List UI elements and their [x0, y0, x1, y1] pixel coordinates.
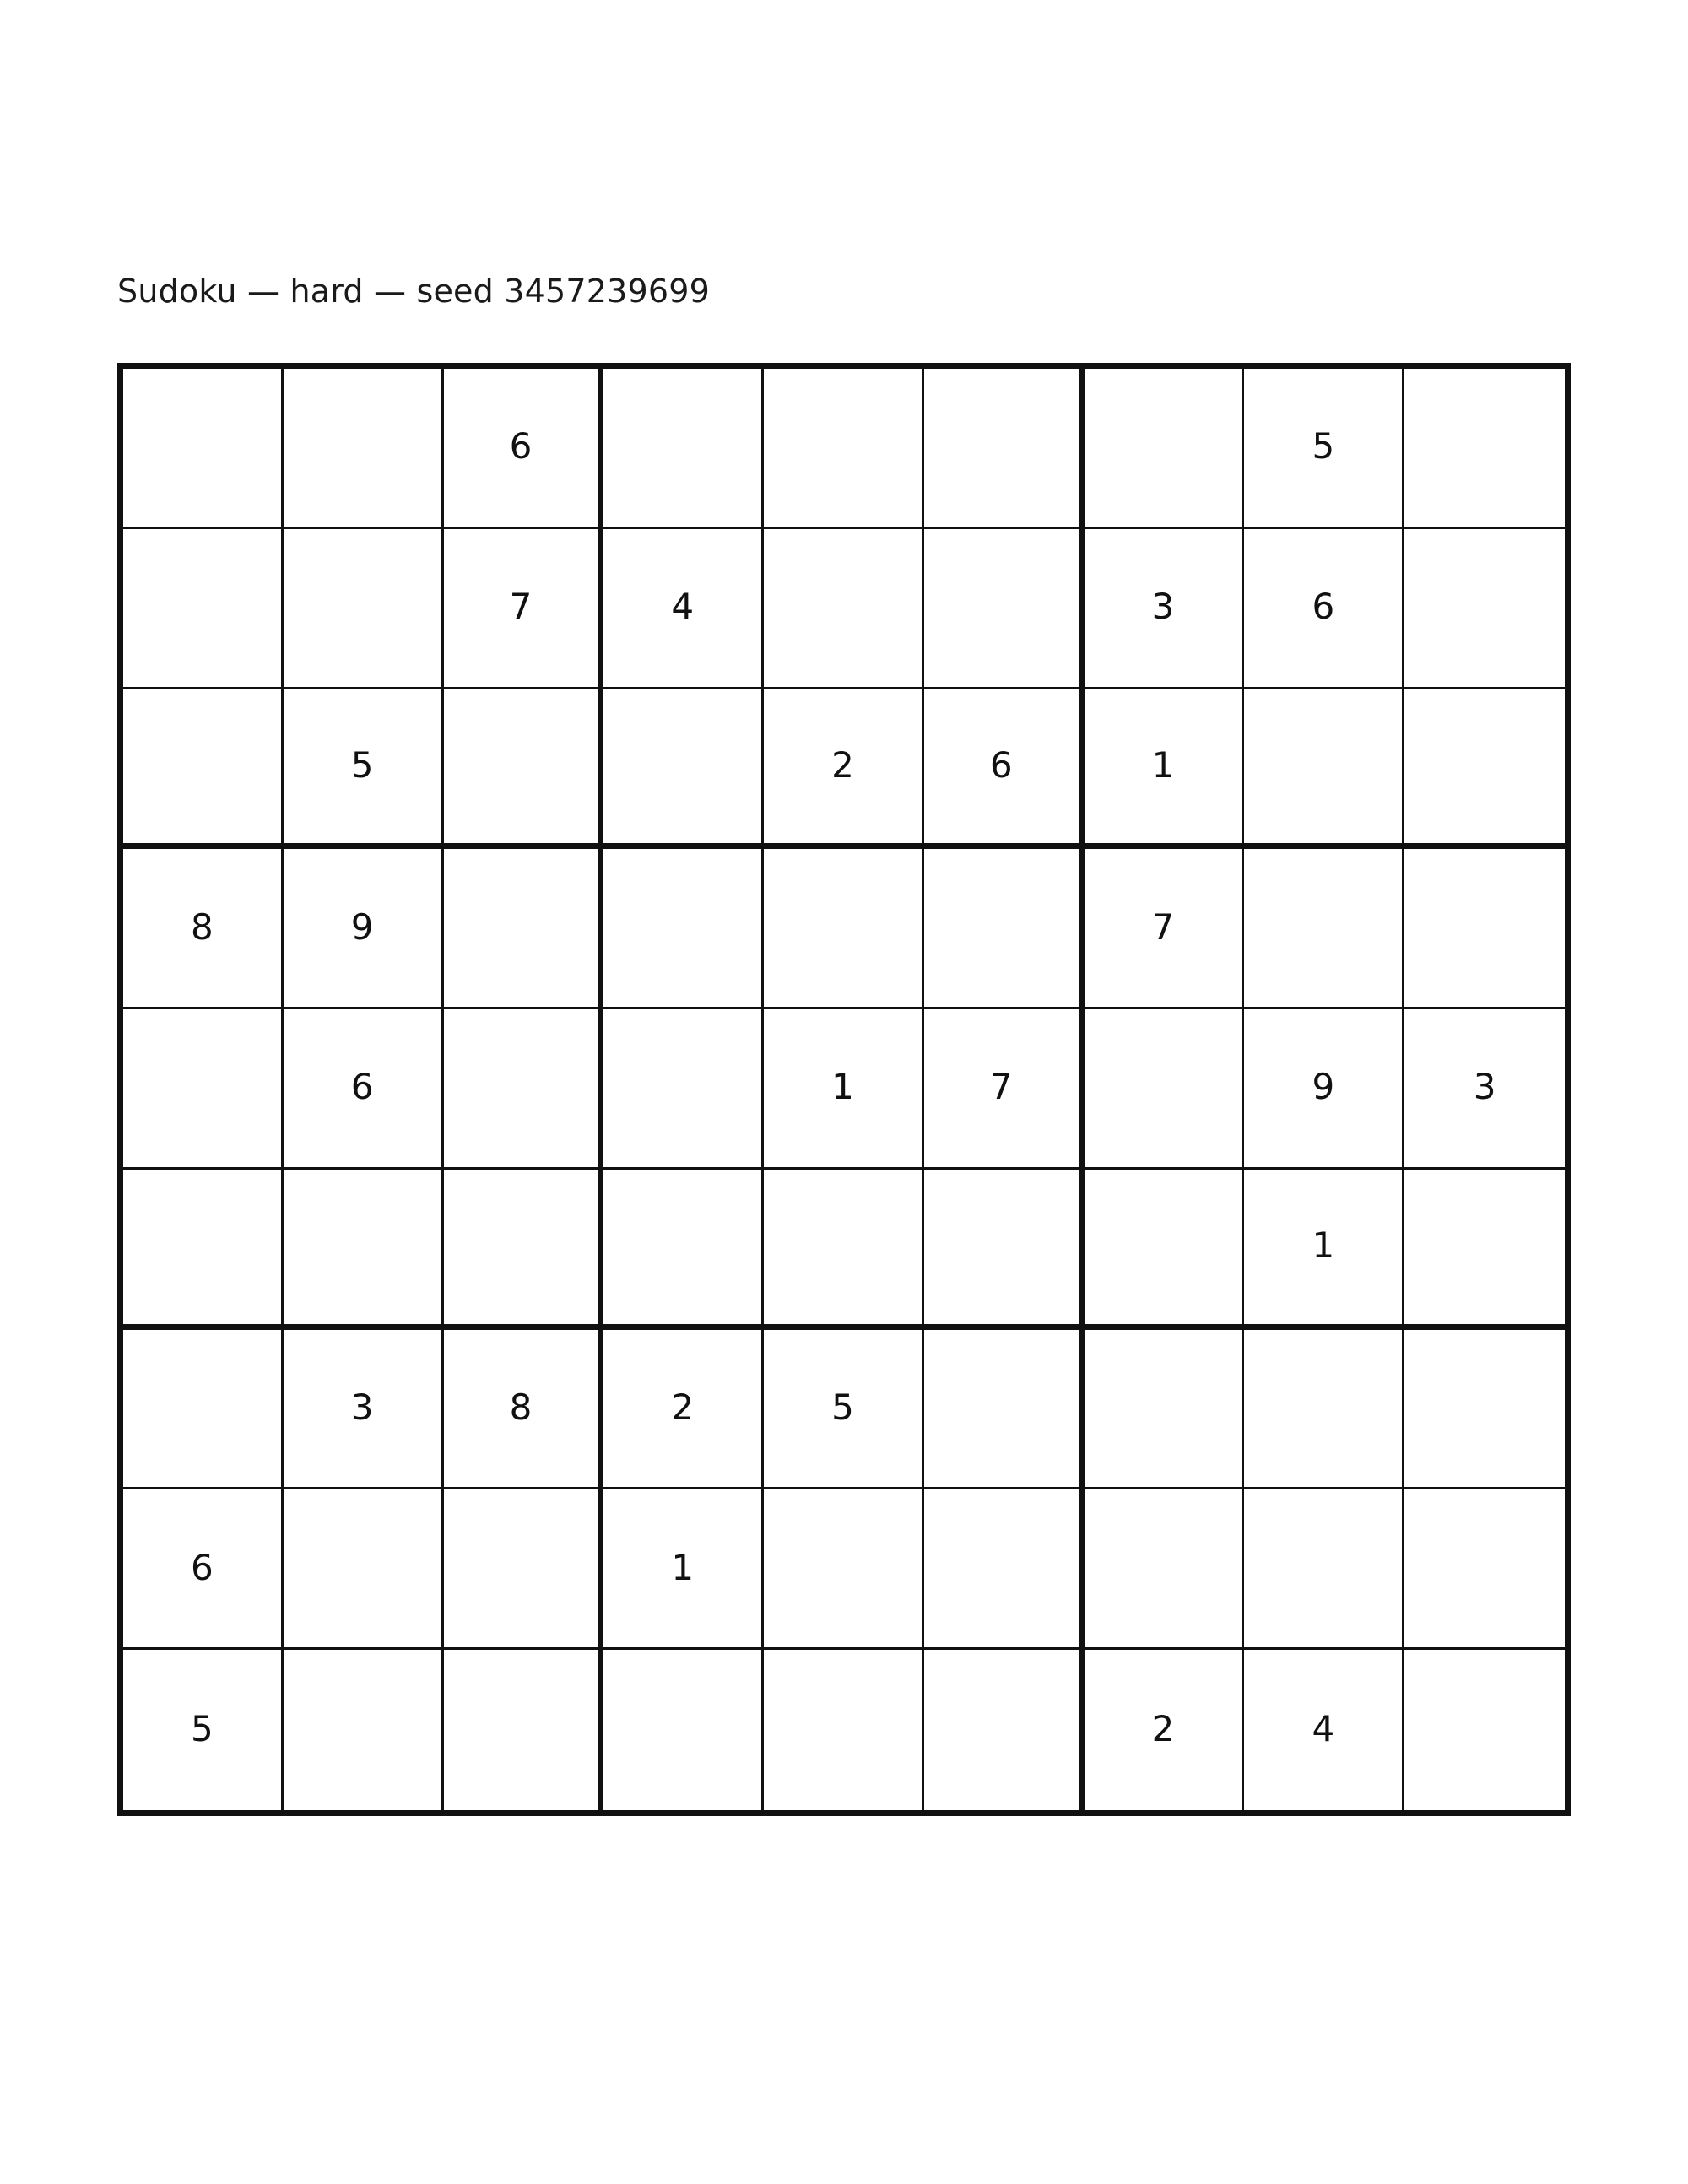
sudoku-cell-r2c1[interactable] — [123, 529, 284, 689]
sudoku-cell-value: 7 — [989, 1066, 1013, 1108]
sudoku-cell-r9c9[interactable] — [1404, 1650, 1565, 1810]
sudoku-cell-value: 4 — [671, 586, 695, 628]
sudoku-cell-r4c8[interactable] — [1244, 849, 1404, 1009]
sudoku-cell-r7c1[interactable] — [123, 1330, 284, 1490]
sudoku-cell-r4c1[interactable] — [123, 849, 284, 1009]
sudoku-cell-r4c6[interactable] — [924, 849, 1085, 1009]
sudoku-cell-value: 5 — [191, 1708, 214, 1750]
sudoku-cell-value: 5 — [1312, 425, 1335, 468]
sudoku-cell-r6c7[interactable] — [1085, 1170, 1245, 1330]
sudoku-cell-r6c2[interactable] — [284, 1170, 444, 1330]
sudoku-grid — [123, 369, 1565, 1810]
sudoku-cell-r3c4[interactable] — [603, 689, 764, 850]
sudoku-cell-value: 6 — [191, 1546, 214, 1588]
sudoku-cell-r8c1[interactable] — [123, 1489, 284, 1650]
sudoku-cell-r2c9[interactable] — [1404, 529, 1565, 689]
sudoku-cell-r6c3[interactable] — [444, 1170, 604, 1330]
sudoku-cell-r1c4[interactable] — [603, 369, 764, 529]
sudoku-cell-r3c6[interactable] — [924, 689, 1085, 850]
sudoku-cell-r4c7[interactable] — [1085, 849, 1245, 1009]
sudoku-cell-value: 1 — [671, 1546, 695, 1588]
sudoku-cell-r4c3[interactable] — [444, 849, 604, 1009]
sudoku-cell-r2c4[interactable] — [603, 529, 764, 689]
sudoku-cell-r5c9[interactable] — [1404, 1009, 1565, 1170]
sudoku-cell-value: 5 — [350, 743, 374, 786]
sudoku-cell-r5c8[interactable] — [1244, 1009, 1404, 1170]
sudoku-cell-value: 9 — [350, 905, 374, 948]
sudoku-cell-r1c3[interactable] — [444, 369, 604, 529]
sudoku-cell-r7c3[interactable] — [444, 1330, 604, 1490]
sudoku-cell-r9c8[interactable] — [1244, 1650, 1404, 1810]
sudoku-cell-r4c2[interactable] — [284, 849, 444, 1009]
page-title: Sudoku — hard — seed 3457239699 — [117, 273, 710, 310]
sudoku-cell-value: 1 — [1312, 1224, 1335, 1267]
sudoku-cell-r3c5[interactable] — [764, 689, 924, 850]
sudoku-cell-r7c8[interactable] — [1244, 1330, 1404, 1490]
sudoku-cell-r6c5[interactable] — [764, 1170, 924, 1330]
sudoku-cell-value: 6 — [989, 743, 1013, 786]
sudoku-cell-r6c8[interactable] — [1244, 1170, 1404, 1330]
sudoku-cell-value: 7 — [1151, 905, 1175, 948]
sudoku-cell-r9c7[interactable] — [1085, 1650, 1245, 1810]
sudoku-cell-r4c5[interactable] — [764, 849, 924, 1009]
sudoku-cell-value: 7 — [509, 586, 533, 628]
sudoku-cell-r6c1[interactable] — [123, 1170, 284, 1330]
sudoku-cell-r3c3[interactable] — [444, 689, 604, 850]
sudoku-cell-r7c2[interactable] — [284, 1330, 444, 1490]
sudoku-cell-r4c9[interactable] — [1404, 849, 1565, 1009]
sudoku-cell-r7c5[interactable] — [764, 1330, 924, 1490]
sudoku-cell-r3c7[interactable] — [1085, 689, 1245, 850]
sudoku-cell-r9c2[interactable] — [284, 1650, 444, 1810]
sudoku-cell-value: 6 — [509, 425, 533, 468]
sudoku-cell-r2c5[interactable] — [764, 529, 924, 689]
sudoku-cell-r8c9[interactable] — [1404, 1489, 1565, 1650]
sudoku-cell-r8c7[interactable] — [1085, 1489, 1245, 1650]
sudoku-cell-r5c5[interactable] — [764, 1009, 924, 1170]
sudoku-cell-value: 9 — [1312, 1066, 1335, 1108]
sudoku-cell-r9c6[interactable] — [924, 1650, 1085, 1810]
sudoku-cell-value: 6 — [350, 1066, 374, 1108]
sudoku-cell-r4c4[interactable] — [603, 849, 764, 1009]
sudoku-cell-r7c7[interactable] — [1085, 1330, 1245, 1490]
sudoku-cell-value: 2 — [831, 743, 854, 786]
sudoku-cell-value: 1 — [831, 1066, 854, 1108]
sudoku-cell-r2c8[interactable] — [1244, 529, 1404, 689]
sudoku-cell-r1c7[interactable] — [1085, 369, 1245, 529]
sudoku-cell-r1c5[interactable] — [764, 369, 924, 529]
sudoku-cell-r5c7[interactable] — [1085, 1009, 1245, 1170]
sudoku-cell-r5c1[interactable] — [123, 1009, 284, 1170]
sudoku-cell-r8c5[interactable] — [764, 1489, 924, 1650]
sudoku-cell-r8c6[interactable] — [924, 1489, 1085, 1650]
sudoku-cell-r3c1[interactable] — [123, 689, 284, 850]
sudoku-cell-r2c2[interactable] — [284, 529, 444, 689]
sudoku-cell-r6c4[interactable] — [603, 1170, 764, 1330]
sudoku-cell-value: 1 — [1151, 743, 1175, 786]
sudoku-cell-r5c6[interactable] — [924, 1009, 1085, 1170]
sudoku-cell-r8c3[interactable] — [444, 1489, 604, 1650]
sudoku-cell-r1c2[interactable] — [284, 369, 444, 529]
sudoku-cell-r1c8[interactable] — [1244, 369, 1404, 529]
sudoku-cell-r9c5[interactable] — [764, 1650, 924, 1810]
sudoku-cell-r8c8[interactable] — [1244, 1489, 1404, 1650]
sudoku-cell-value: 6 — [1312, 586, 1335, 628]
sudoku-board — [117, 363, 1571, 1816]
sudoku-cell-r7c4[interactable] — [603, 1330, 764, 1490]
sudoku-cell-r3c2[interactable] — [284, 689, 444, 850]
sudoku-cell-r8c4[interactable] — [603, 1489, 764, 1650]
sudoku-cell-r3c8[interactable] — [1244, 689, 1404, 850]
sudoku-cell-r7c6[interactable] — [924, 1330, 1085, 1490]
sudoku-cell-value: 2 — [671, 1387, 695, 1429]
sudoku-cell-r5c2[interactable] — [284, 1009, 444, 1170]
sudoku-cell-value: 3 — [1151, 586, 1175, 628]
sudoku-cell-r6c6[interactable] — [924, 1170, 1085, 1330]
sudoku-cell-r9c4[interactable] — [603, 1650, 764, 1810]
sudoku-cell-r1c6[interactable] — [924, 369, 1085, 529]
sudoku-cell-value: 8 — [509, 1387, 533, 1429]
sudoku-cell-r3c9[interactable] — [1404, 689, 1565, 850]
sudoku-cell-r8c2[interactable] — [284, 1489, 444, 1650]
sudoku-cell-r5c3[interactable] — [444, 1009, 604, 1170]
sudoku-cell-r2c7[interactable] — [1085, 529, 1245, 689]
sudoku-cell-r7c9[interactable] — [1404, 1330, 1565, 1490]
sudoku-cell-r9c3[interactable] — [444, 1650, 604, 1810]
sudoku-cell-value: 4 — [1312, 1708, 1335, 1750]
sudoku-cell-r1c1[interactable] — [123, 369, 284, 529]
sudoku-cell-r5c4[interactable] — [603, 1009, 764, 1170]
sudoku-cell-r2c3[interactable] — [444, 529, 604, 689]
sudoku-cell-value: 8 — [191, 905, 214, 948]
sudoku-cell-value: 3 — [1473, 1066, 1496, 1108]
sudoku-cell-value: 5 — [831, 1387, 854, 1429]
sudoku-cell-value: 2 — [1151, 1708, 1175, 1750]
sudoku-cell-r2c6[interactable] — [924, 529, 1085, 689]
sudoku-cell-r6c9[interactable] — [1404, 1170, 1565, 1330]
sudoku-cell-value: 3 — [350, 1387, 374, 1429]
sudoku-cell-r1c9[interactable] — [1404, 369, 1565, 529]
sudoku-cell-r9c1[interactable] — [123, 1650, 284, 1810]
